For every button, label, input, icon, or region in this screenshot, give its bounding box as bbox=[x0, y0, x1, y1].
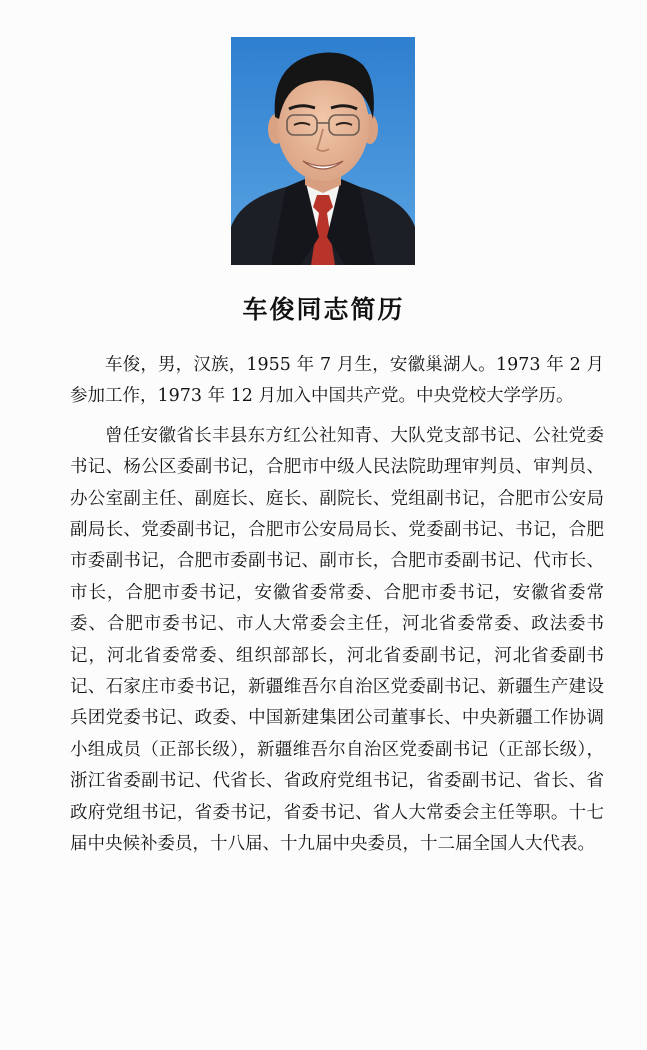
portrait-photo bbox=[231, 37, 415, 265]
paragraph-basic-info: 车俊，男，汉族，1955 年 7 月生，安徽巢湖人。1973 年 2 月参加工作，1973 年 12 月加入中国共产党。中央党校大学学历。 bbox=[70, 355, 604, 407]
biography-text bbox=[70, 350, 604, 869]
paragraph-career: 曾任安徽省长丰县东方红公社知青、大队党支部书记、公社党委书记、杨公区委副书记，合肥市中级人民法院助理审判员、审判员、办公室副主任、副庭长、庭长、副院长、党组副书记，合肥市公安局副局长、党委副书记，合肥市公安局局长、党委副书记、书记，合肥市委副书记，合肥市委副书记、副市长，合肥市委副书记、代市长、市长，合肥市委书记，安徽省委常委、合肥市委书记，安徽省委常委、合肥市委书记、市人大常委会主任，河北省委常委、政法委书记，河北省委常委、组织部部长，河北省委副书记，河北省委副书记、石家庄市委书记，新疆维吾尔自治区党委副书记、新疆生产建设兵团党委书记、政委、中国新建集团公司董事长、中央新疆工作协调小组成员（正部长级），新疆维吾尔自治区党委副书记（正部长级），浙江省委副书记、代省长、省政府党组书记，省委副书记、省长、省政府党组书记，省委书记，省委书记、省人大常委会主任等职。十七届中央候补委员，十八届、十九届中央委员，十二届全国人大代表。 bbox=[70, 425, 604, 855]
page-title: 车俊同志简历 bbox=[242, 295, 405, 324]
